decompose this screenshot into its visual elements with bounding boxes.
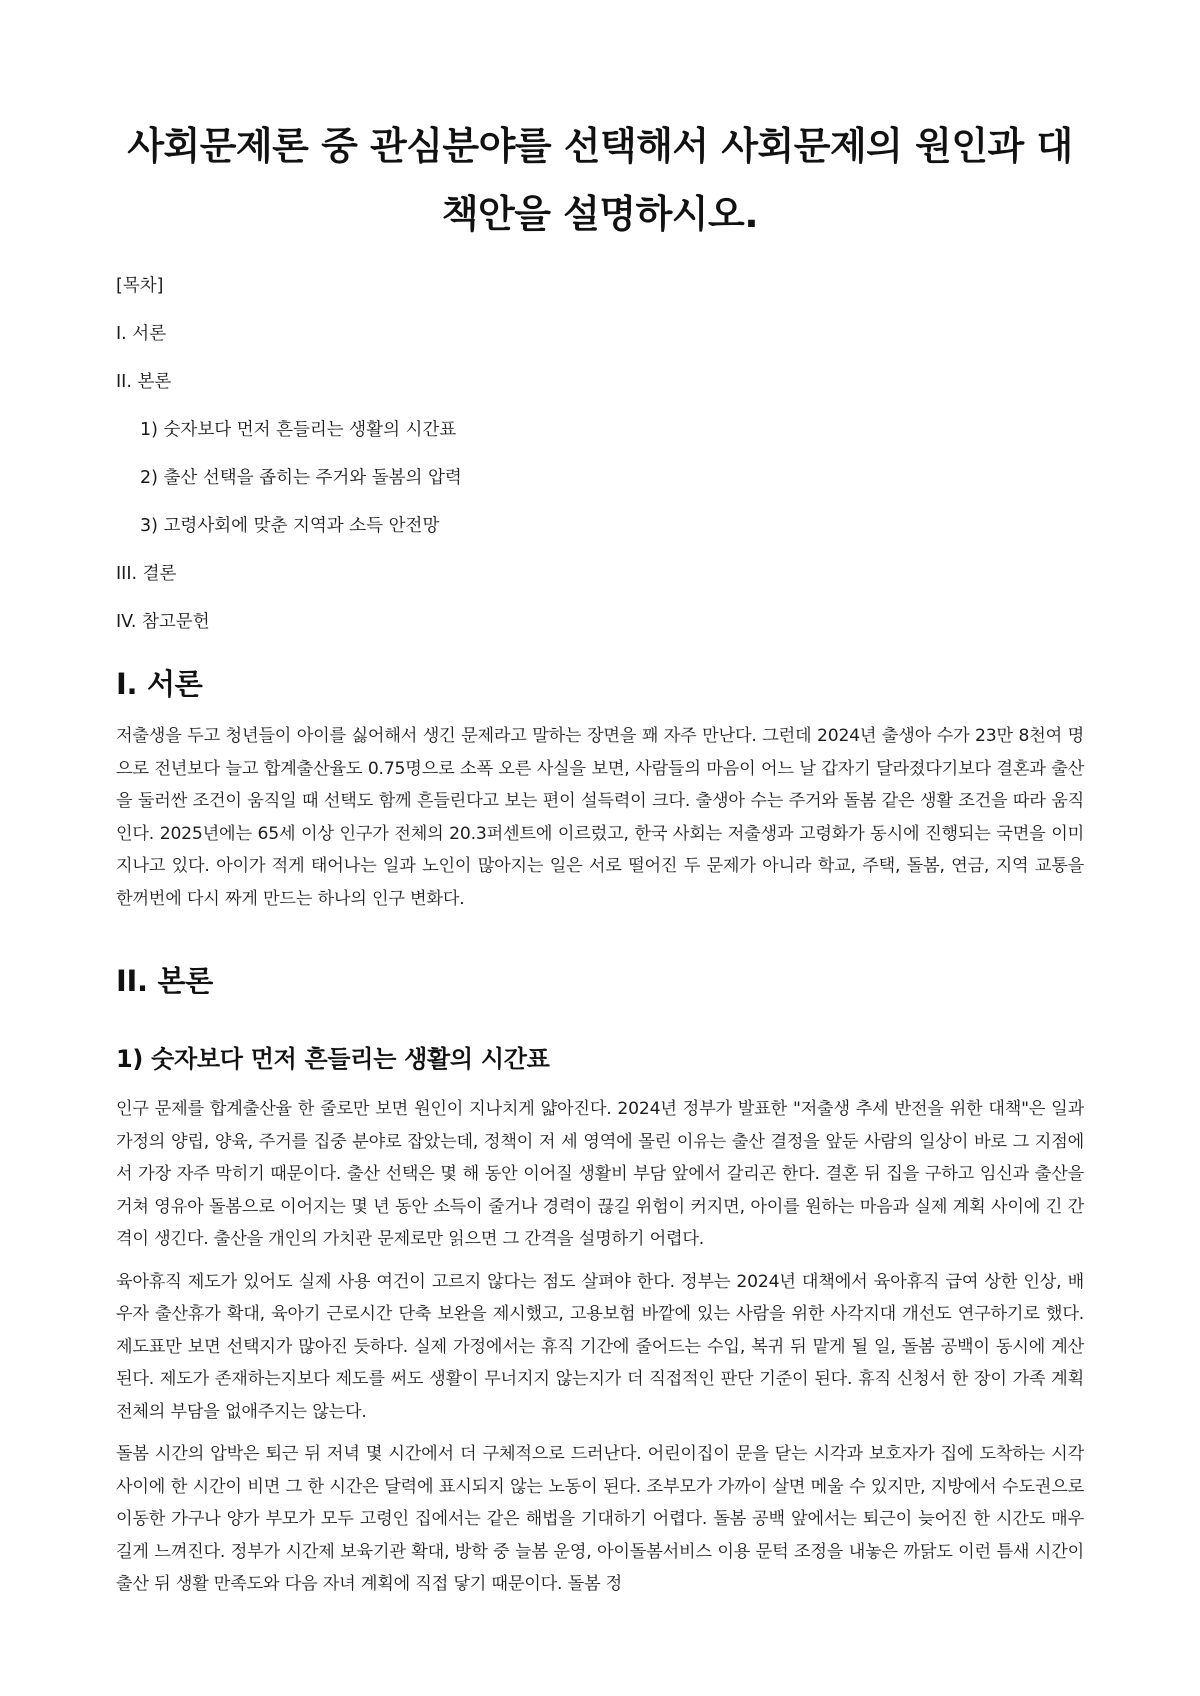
section-1-paragraph-2: 육아휴직 제도가 있어도 실제 사용 여건이 고르지 않다는 점도 살펴야 한다. 정부는 2024년 대책에서 육아휴직 급여 상한 인상, 배우자 출산휴가 확대, 육아기 근로시간 단축 보완을 제시했고, 고용보험 바깥에 있는 사람을 위한 사각지대 개선도 연구하기로 했다. 제도표만 보면 선택지가 많아진 듯하다. 실제 가정에서는 휴직 기간에 줄어드는 수입, 복귀 뒤 맡게 될 일, 돌봄 공백이 동시에 계산된다. 제도가 존재하는지보다 제도를 써도 생활이 무너지지 않는지가 더 직접적인 판단 기준이 된다. 휴직 신청서 한 장이 가족 계획 전체의 부담을 없애주지는 않는다. [116,1271,1084,1422]
toc-item-intro: I. 서론 [116,324,167,344]
body-heading: II. 본론 [116,964,213,998]
toc-item-body: II. 본론 [116,372,172,392]
table-of-contents [116,274,1084,634]
toc-subitem-3: 3) 고령사회에 맞춘 지역과 소득 안전망 [140,516,440,536]
intro-heading: I. 서론 [116,667,203,701]
section-1-heading: 1) 숫자보다 먼저 흔들리는 생활의 시간표 [116,1045,550,1073]
document-title: 사회문제론 중 관심분야를 선택해서 사회문제의 원인과 대책안을 설명하시오. [127,124,1073,236]
section-1-paragraph-3: 돌봄 시간의 압박은 퇴근 뒤 저녁 몇 시간에서 더 구체적으로 드러난다. 어린이집이 문을 닫는 시각과 보호자가 집에 도착하는 시각 사이에 한 시간이 비면 그 한 시간은 달력에 표시되지 않는 노동이 된다. 조부모가 가까이 살면 메울 수 있지만, 지방에서 수도권으로 이동한 가구나 양가 부모가 모두 고령인 집에서는 같은 해법을 기대하기 어렵다. 돌봄 공백 앞에서는 퇴근이 늦어진 한 시간도 매우 길게 느껴진다. 정부가 시간제 보육기관 확대, 방학 중 늘봄 운영, 아이돌봄서비스 이용 문턱 조정을 내놓은 까닭도 이런 틈새 시간이 출산 뒤 생활 만족도와 다음 자녀 계획에 직접 닿기 때문이다. 돌봄 정 [116,1444,1084,1594]
toc-item-conclusion: III. 결론 [116,564,177,584]
toc-subitem-1: 1) 숫자보다 먼저 흔들리는 생활의 시간표 [140,420,457,440]
section-1-paragraph-1: 인구 문제를 합계출산율 한 줄로만 보면 원인이 지나치게 얇아진다. 2024년 정부가 발표한 "저출생 추세 반전을 위한 대책"은 일과 가정의 양립, 양육, 주거를 집중 분야로 잡았는데, 정책이 저 세 영역에 몰린 이유는 출산 결정을 앞둔 사람의 일상이 바로 그 지점에서 가장 자주 막히기 때문이다. 출산 선택은 몇 해 동안 이어질 생활비 부담 앞에서 갈리곤 한다. 결혼 뒤 집을 구하고 임신과 출산을 거쳐 영유아 돌봄으로 이어지는 몇 년 동안 소득이 줄거나 경력이 끊길 위험이 커지면, 아이를 원하는 마음과 실제 계획 사이에 긴 간격이 생긴다. 출산을 개인의 가치관 문제로만 읽으면 그 간격을 설명하기 어렵다. [116,1099,1084,1249]
toc-subitem-2: 2) 출산 선택을 좁히는 주거와 돌봄의 압력 [140,468,462,488]
toc-heading: [목차] [116,276,164,296]
intro-paragraph: 저출생을 두고 청년들이 아이를 싫어해서 생긴 문제라고 말하는 장면을 꽤 자주 만난다. 그런데 2024년 출생아 수가 23만 8천여 명으로 전년보다 늘고 합계출산율도 0.75명으로 소폭 오른 사실을 보면, 사람들의 마음이 어느 날 갑자기 달라졌다기보다 결혼과 출산을 둘러싼 조건이 움직일 때 선택도 함께 흔들린다고 보는 편이 설득력이 크다. 출생아 수는 주거와 돌봄 같은 생활 조건을 따라 움직인다. 2025년에는 65세 이상 인구가 전체의 20.3퍼센트에 이르렀고, 한국 사회는 저출생과 고령화가 동시에 진행되는 국면을 이미 지나고 있다. 아이가 적게 태어나는 일과 노인이 많아지는 일은 서로 떨어진 두 문제가 아니라 학교, 주택, 돌봄, 연금, 지역 교통을 한꺼번에 다시 짜게 만드는 하나의 인구 변화다. [116,726,1084,909]
toc-item-references: IV. 참고문헌 [116,612,210,632]
